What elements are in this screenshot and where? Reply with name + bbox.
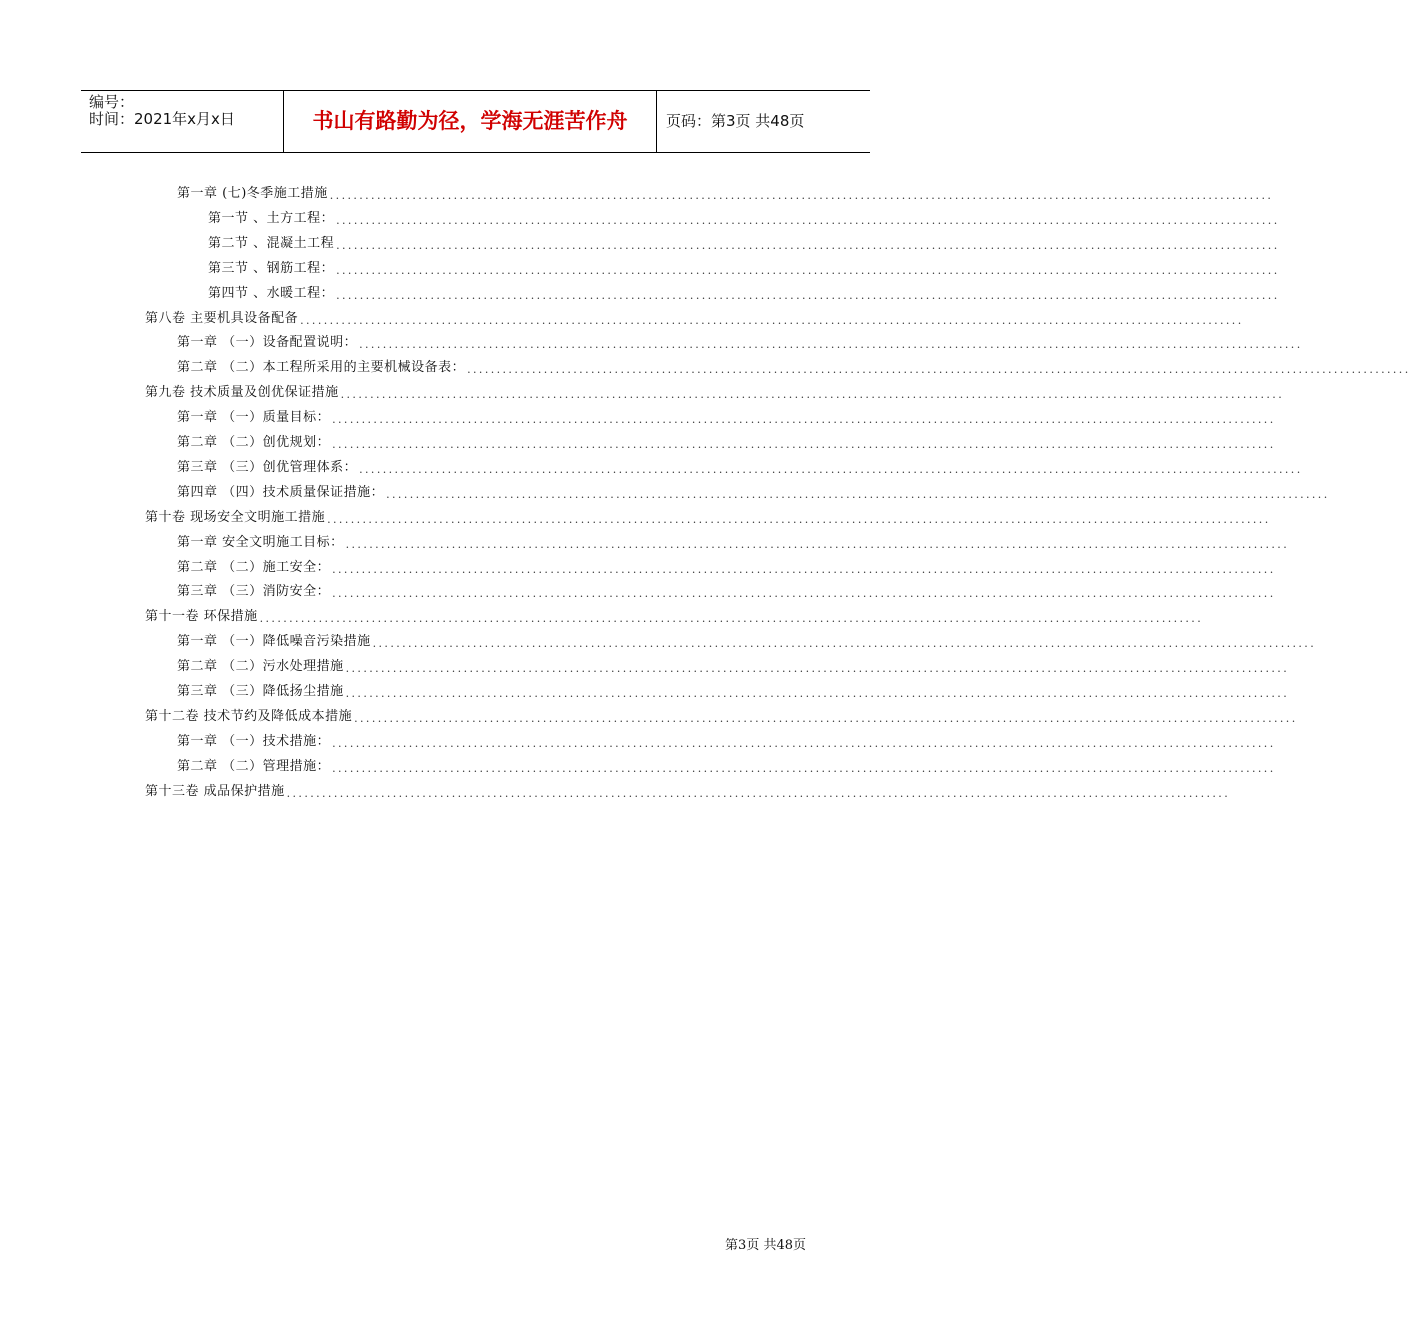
toc-dot-leader: ................................................................................................................................................................ bbox=[332, 438, 1276, 451]
toc-entry[interactable] bbox=[177, 483, 1330, 503]
toc-entry-title: 第十卷 现场安全文明施工措施 bbox=[145, 509, 326, 525]
toc-entry[interactable] bbox=[145, 607, 1204, 627]
toc-dot-leader: ................................................................................................................................................................ bbox=[340, 388, 1285, 402]
toc-entry-title: 第八卷 主要机具设备配备 bbox=[145, 310, 299, 326]
toc-entry[interactable] bbox=[177, 657, 1290, 677]
toc-entry[interactable] bbox=[177, 682, 1290, 702]
document-time-label: 时间：2021年x月x日 bbox=[89, 110, 235, 128]
toc-entry[interactable] bbox=[177, 408, 1276, 428]
toc-entry[interactable] bbox=[177, 582, 1276, 602]
toc-entry[interactable] bbox=[145, 508, 1271, 528]
toc-dot-leader: ................................................................................................................................................................ bbox=[336, 263, 1280, 277]
toc-dot-leader: ................................................................................................................................................................ bbox=[359, 338, 1303, 352]
toc-dot-leader: ................................................................................................................................................................ bbox=[354, 711, 1298, 725]
toc-entry[interactable] bbox=[177, 632, 1317, 652]
page-footer: 第3页 共48页 bbox=[725, 1238, 806, 1253]
toc-entry-title: 第十一卷 环保措施 bbox=[145, 609, 258, 625]
toc-entry-title: 第三章 （三）消防安全： bbox=[177, 584, 331, 600]
toc-entry[interactable] bbox=[145, 309, 1244, 329]
toc-dot-leader: ................................................................................................................................................................ bbox=[332, 413, 1276, 427]
toc-entry-title: 第一章 安全文明施工目标： bbox=[177, 534, 344, 550]
document-number-label: 编号： bbox=[89, 93, 135, 111]
toc-entry[interactable] bbox=[145, 383, 1285, 403]
toc-entry-title: 第二章 （二）创优规划： bbox=[177, 435, 331, 450]
toc-dot-leader: ................................................................................................................................................................ bbox=[336, 238, 1280, 252]
header-meta-cell bbox=[81, 91, 283, 152]
toc-entry[interactable] bbox=[177, 458, 1303, 478]
toc-entry-title: 第二章 （二）本工程所采用的主要机械设备表： bbox=[177, 360, 466, 376]
toc-entry[interactable] bbox=[145, 782, 1231, 802]
toc-dot-leader: ................................................................................................................................................................ bbox=[259, 612, 1204, 626]
toc-dot-leader: ................................................................................................................................................................ bbox=[467, 363, 1411, 377]
toc-entry-title: 第二章 （二）施工安全： bbox=[177, 559, 331, 575]
toc-dot-leader: ................................................................................................................................................................ bbox=[327, 512, 1271, 526]
toc-entry-title: 第一章 （一）技术措施： bbox=[177, 733, 331, 749]
toc-entry-title: 第一节 、土方工程： bbox=[208, 210, 335, 226]
toc-entry[interactable] bbox=[177, 757, 1276, 777]
toc-dot-leader: ................................................................................................................................................................ bbox=[332, 761, 1276, 775]
toc-entry-title: 第四章 （四）技术质量保证措施： bbox=[177, 484, 385, 500]
toc-dot-leader: ................................................................................................................................................................ bbox=[332, 562, 1276, 576]
toc-dot-leader: ................................................................................................................................................................ bbox=[300, 313, 1244, 327]
toc-dot-leader: ................................................................................................................................................................ bbox=[286, 786, 1231, 800]
toc-dot-leader: ................................................................................................................................................................ bbox=[332, 587, 1276, 601]
toc-entry[interactable] bbox=[177, 732, 1276, 752]
toc-entry[interactable] bbox=[177, 358, 1411, 378]
header-motto: 书山有路勤为径，学海无涯苦作舟 bbox=[312, 109, 628, 133]
page-header bbox=[81, 90, 870, 153]
toc-entry[interactable] bbox=[208, 259, 1280, 279]
toc-entry-title: 第一章 (七)冬季施工措施 bbox=[177, 186, 328, 201]
toc-dot-leader: ................................................................................................................................................................ bbox=[372, 637, 1317, 651]
header-motto-cell bbox=[283, 91, 657, 152]
header-page-cell bbox=[656, 91, 870, 152]
toc-dot-leader: ................................................................................................................................................................ bbox=[345, 537, 1290, 551]
toc-entry[interactable] bbox=[177, 433, 1276, 453]
toc-entry[interactable] bbox=[177, 533, 1290, 553]
toc-dot-leader: ................................................................................................................................................................ bbox=[345, 687, 1290, 700]
toc-entry-title: 第二章 （二）污水处理措施 bbox=[177, 659, 344, 675]
toc-entry-title: 第十三卷 成品保护措施 bbox=[145, 783, 285, 799]
toc-dot-leader: ................................................................................................................................................................ bbox=[386, 487, 1330, 501]
toc-dot-leader: ................................................................................................................................................................ bbox=[329, 189, 1274, 202]
toc-entry[interactable] bbox=[208, 284, 1280, 304]
toc-entry-title: 第三章 （三）创优管理体系： bbox=[177, 459, 358, 475]
toc-entry[interactable] bbox=[177, 558, 1276, 578]
toc-dot-leader: ................................................................................................................................................................ bbox=[336, 288, 1280, 302]
toc-entry-title: 第二章 （二）管理措施： bbox=[177, 758, 331, 774]
header-page-code: 页码：第3页 共48页 bbox=[666, 112, 805, 130]
toc-entry-title: 第三节 、钢筋工程： bbox=[208, 260, 335, 276]
toc-entry[interactable] bbox=[177, 184, 1274, 204]
toc-entry-title: 第四节 、水暖工程： bbox=[208, 285, 335, 301]
toc-entry[interactable] bbox=[208, 234, 1280, 254]
toc-entry-title: 第一章 （一）降低噪音污染措施 bbox=[177, 634, 371, 650]
toc-entry[interactable] bbox=[208, 209, 1280, 229]
toc-entry-title: 第一章 （一）设备配置说明： bbox=[177, 335, 358, 351]
toc-dot-leader: ................................................................................................................................................................ bbox=[336, 213, 1280, 227]
toc-entry-title: 第二节 、混凝土工程 bbox=[208, 235, 335, 251]
toc-entry-title: 第一章 （一）质量目标： bbox=[177, 410, 331, 426]
toc-entry-title: 第三章 （三）降低扬尘措施 bbox=[177, 684, 344, 699]
toc-dot-leader: ................................................................................................................................................................ bbox=[332, 736, 1276, 750]
toc-entry[interactable] bbox=[145, 707, 1298, 727]
toc-entry-title: 第十二卷 技术节约及降低成本措施 bbox=[145, 708, 353, 724]
toc-entry[interactable] bbox=[177, 333, 1303, 353]
toc-dot-leader: ................................................................................................................................................................ bbox=[345, 662, 1290, 676]
toc-entry-title: 第九卷 技术质量及创优保证措施 bbox=[145, 385, 339, 401]
toc-dot-leader: ................................................................................................................................................................ bbox=[359, 462, 1303, 476]
